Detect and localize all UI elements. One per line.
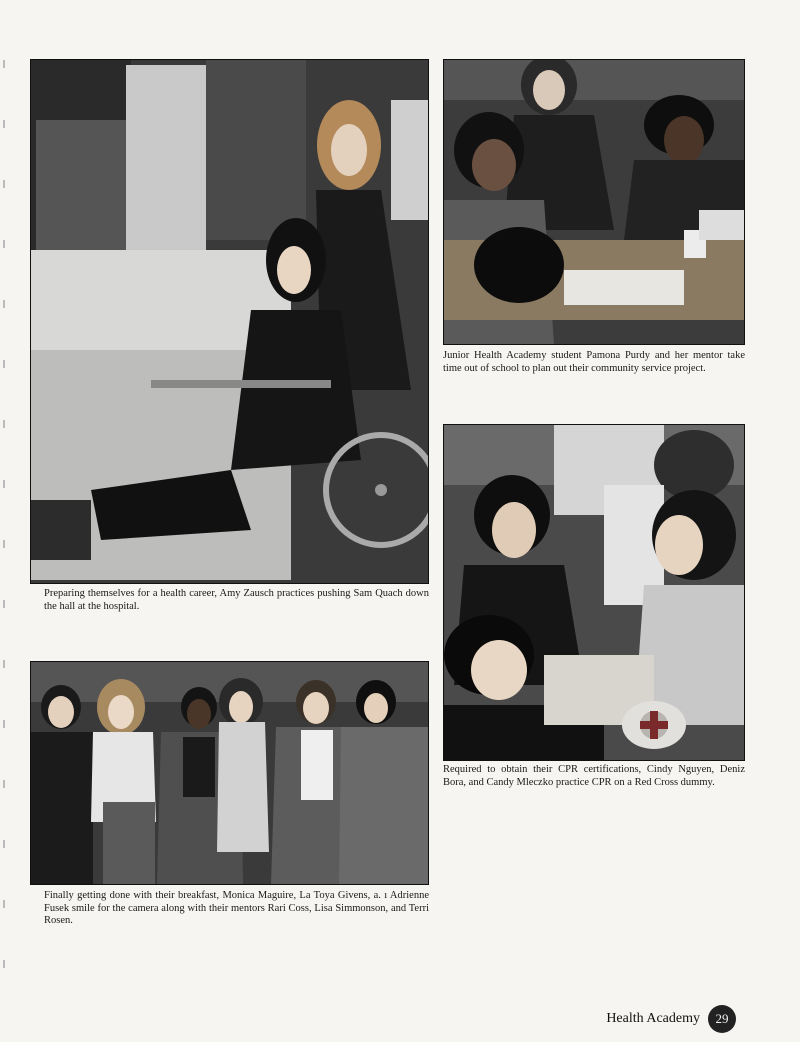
photo-cpr-practice	[443, 424, 745, 761]
section-label: Health Academy	[606, 1011, 700, 1026]
binding-edge	[3, 60, 5, 1010]
photo-mentor-planning	[443, 59, 745, 345]
photo-breakfast-group	[30, 661, 429, 885]
page-number-badge: 29	[708, 1005, 736, 1033]
photo-hospital-wheelchair	[30, 59, 429, 584]
page-footer	[606, 1005, 736, 1033]
caption-hospital-wheelchair: Preparing themselves for a health career, Amy Zausch practices pushing Sam Quach down the hall at the hospital.	[44, 588, 429, 612]
caption-breakfast-group: Finally getting done with their breakfast, Monica Maguire, La Toya Givens, a. ı Adrienne Fusek smile for the camera along with their mentors Rari Coss, Lisa Simmonson, and Terri Rosen.	[44, 890, 429, 926]
caption-mentor-planning: Junior Health Academy student Pamona Purdy and her mentor take time out of school to plan out their community service project.	[443, 350, 745, 374]
caption-cpr-practice: Required to obtain their CPR certifications, Cindy Nguyen, Deniz Bora, and Candy Mleczko practice CPR on a Red Cross dummy.	[443, 764, 745, 788]
